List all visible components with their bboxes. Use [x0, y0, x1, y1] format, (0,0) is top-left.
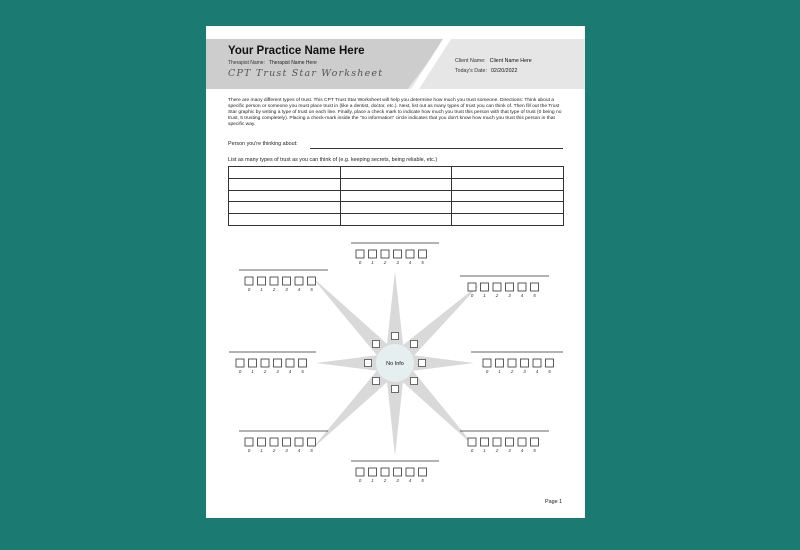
rating-checkbox-bottom-right[interactable] — [518, 438, 526, 446]
rating-number-left: 3 — [276, 369, 279, 374]
rating-number-top: 2 — [383, 260, 387, 265]
list-prompt: List as many types of trust as you can think of (e.g. keeping secrets, being reliable, etc.) — [228, 157, 438, 163]
rating-number-top: 5 — [421, 260, 424, 265]
rating-checkbox-top-right[interactable] — [531, 283, 539, 291]
client-value: Client Name Here — [489, 58, 532, 64]
trust-star-graphic — [206, 26, 585, 518]
rating-number-top: 4 — [408, 260, 412, 265]
rating-checkbox-bottom-right[interactable] — [468, 438, 476, 446]
no-info-checkbox-top[interactable] — [392, 333, 399, 340]
therapist-label: Therapist Name: — [228, 60, 265, 66]
rating-checkbox-top-left[interactable] — [245, 277, 253, 285]
rating-checkbox-right[interactable] — [508, 359, 516, 367]
rating-checkbox-top-right[interactable] — [468, 283, 476, 291]
rating-number-top-right: 5 — [533, 293, 536, 298]
rating-number-bottom: 2 — [383, 478, 387, 483]
rating-checkbox-top-left[interactable] — [308, 277, 316, 285]
rating-checkbox-bottom-left[interactable] — [270, 438, 278, 446]
rating-number-bottom-left: 3 — [285, 448, 288, 453]
rating-number-bottom: 1 — [371, 478, 374, 483]
rating-checkbox-top[interactable] — [406, 250, 414, 258]
rating-checkbox-bottom-right[interactable] — [531, 438, 539, 446]
rating-number-top-left: 0 — [247, 287, 251, 292]
rating-number-top-left: 3 — [285, 287, 288, 292]
rating-number-bottom: 5 — [421, 478, 424, 483]
rating-checkbox-bottom-right[interactable] — [506, 438, 514, 446]
rating-checkbox-top-right[interactable] — [506, 283, 514, 291]
rating-number-right: 4 — [535, 369, 539, 374]
rating-number-left: 2 — [263, 369, 267, 374]
rating-number-top-left: 5 — [310, 287, 313, 292]
rating-checkbox-bottom-left[interactable] — [283, 438, 291, 446]
rating-checkbox-bottom-right[interactable] — [493, 438, 501, 446]
rating-number-right: 5 — [548, 369, 551, 374]
rating-number-left: 0 — [238, 369, 242, 374]
rating-checkbox-right[interactable] — [496, 359, 504, 367]
rating-checkbox-left[interactable] — [286, 359, 294, 367]
rating-number-right: 3 — [523, 369, 526, 374]
rating-checkbox-top-right[interactable] — [481, 283, 489, 291]
rating-checkbox-left[interactable] — [274, 359, 282, 367]
rating-number-bottom-right: 4 — [520, 448, 524, 453]
no-info-checkbox-left[interactable] — [365, 360, 372, 367]
rating-checkbox-bottom[interactable] — [419, 468, 427, 476]
rating-number-bottom: 0 — [358, 478, 362, 483]
rating-number-bottom-left: 1 — [260, 448, 263, 453]
rating-checkbox-left[interactable] — [249, 359, 257, 367]
rating-checkbox-left[interactable] — [236, 359, 244, 367]
no-info-checkbox-right[interactable] — [419, 360, 426, 367]
rating-checkbox-bottom-left[interactable] — [295, 438, 303, 446]
rating-checkbox-bottom[interactable] — [356, 468, 364, 476]
worksheet-page — [206, 26, 585, 518]
person-prompt: Person you're thinking about: — [228, 141, 298, 147]
no-info-checkbox-bottom-right[interactable] — [411, 378, 418, 385]
rating-checkbox-top[interactable] — [356, 250, 364, 258]
rating-number-bottom-right: 5 — [533, 448, 536, 453]
rating-checkbox-right[interactable] — [533, 359, 541, 367]
therapist-value: Therapist Name Here — [268, 60, 317, 66]
rating-checkbox-bottom-left[interactable] — [308, 438, 316, 446]
rating-checkbox-top-left[interactable] — [258, 277, 266, 285]
rating-checkbox-top[interactable] — [419, 250, 427, 258]
rating-number-bottom-left: 5 — [310, 448, 313, 453]
rating-number-bottom: 3 — [396, 478, 399, 483]
page-number: Page 1 — [545, 499, 563, 505]
rating-number-bottom-right: 0 — [470, 448, 474, 453]
rating-number-left: 5 — [301, 369, 304, 374]
rating-checkbox-left[interactable] — [261, 359, 269, 367]
rating-checkbox-bottom[interactable] — [394, 468, 402, 476]
rating-number-top: 1 — [371, 260, 374, 265]
rating-checkbox-bottom[interactable] — [406, 468, 414, 476]
rating-checkbox-bottom[interactable] — [381, 468, 389, 476]
rating-checkbox-top-left[interactable] — [270, 277, 278, 285]
rating-number-bottom-right: 3 — [508, 448, 511, 453]
rating-number-right: 1 — [498, 369, 501, 374]
rating-number-top-right: 3 — [508, 293, 511, 298]
rating-number-bottom-left: 2 — [272, 448, 276, 453]
rating-number-right: 0 — [485, 369, 489, 374]
client-label: Client Name: — [455, 58, 486, 64]
rating-checkbox-top-right[interactable] — [493, 283, 501, 291]
no-info-checkbox-bottom-left[interactable] — [373, 378, 380, 385]
date-label: Today's Date: — [455, 68, 487, 74]
rating-number-top: 3 — [396, 260, 399, 265]
rating-checkbox-right[interactable] — [546, 359, 554, 367]
practice-name: Your Practice Name Here — [228, 45, 365, 57]
rating-checkbox-top[interactable] — [381, 250, 389, 258]
no-info-checkbox-top-right[interactable] — [411, 341, 418, 348]
rating-number-bottom-left: 0 — [247, 448, 251, 453]
rating-number-top-right: 2 — [495, 293, 499, 298]
rating-checkbox-left[interactable] — [299, 359, 307, 367]
instructions-paragraph: There are many different types of trust. This CPT Trust Star Worksheet will help you determine how much you trust someone. Directions: Think about a specific person or someone you must place trust in (like a dentist, doctor, etc.). Next, list out as many types of trust you can think of. Then fill out the Trust Star graphic by writing a type of trust on each line. Finally, place a check mark to indicate how much you trust this person with that type of trust (0 being no trust, 5 trusting completely). Placing a check-mark inside the "no information" circle indicates that you don't know how much you trust this person in that specific way. — [228, 98, 562, 128]
rating-checkbox-top-left[interactable] — [283, 277, 291, 285]
rating-checkbox-top[interactable] — [369, 250, 377, 258]
rating-checkbox-bottom-left[interactable] — [245, 438, 253, 446]
rating-number-left: 4 — [288, 369, 292, 374]
no-info-label: No Info — [386, 361, 404, 367]
rating-number-bottom: 4 — [408, 478, 412, 483]
rating-number-top-left: 4 — [297, 287, 301, 292]
rating-checkbox-bottom[interactable] — [369, 468, 377, 476]
rating-checkbox-bottom-left[interactable] — [258, 438, 266, 446]
rating-number-top-right: 1 — [483, 293, 486, 298]
rating-number-left: 1 — [251, 369, 254, 374]
rating-checkbox-top-right[interactable] — [518, 283, 526, 291]
rating-number-top: 0 — [358, 260, 362, 265]
rating-checkbox-right[interactable] — [521, 359, 529, 367]
worksheet-title: CPT Trust Star Worksheet — [228, 68, 384, 79]
rating-number-top-left: 2 — [272, 287, 276, 292]
rating-number-top-left: 1 — [260, 287, 263, 292]
no-info-checkbox-bottom[interactable] — [392, 386, 399, 393]
date-value: 02/20/2022 — [490, 68, 518, 74]
rating-checkbox-top[interactable] — [394, 250, 402, 258]
rating-checkbox-top-left[interactable] — [295, 277, 303, 285]
rating-checkbox-right[interactable] — [483, 359, 491, 367]
no-info-checkbox-top-left[interactable] — [373, 341, 380, 348]
rating-number-top-right: 0 — [470, 293, 474, 298]
rating-number-bottom-right: 1 — [483, 448, 486, 453]
rating-number-bottom-right: 2 — [495, 448, 499, 453]
rating-number-right: 2 — [510, 369, 514, 374]
rating-checkbox-bottom-right[interactable] — [481, 438, 489, 446]
rating-number-bottom-left: 4 — [297, 448, 301, 453]
rating-number-top-right: 4 — [520, 293, 524, 298]
